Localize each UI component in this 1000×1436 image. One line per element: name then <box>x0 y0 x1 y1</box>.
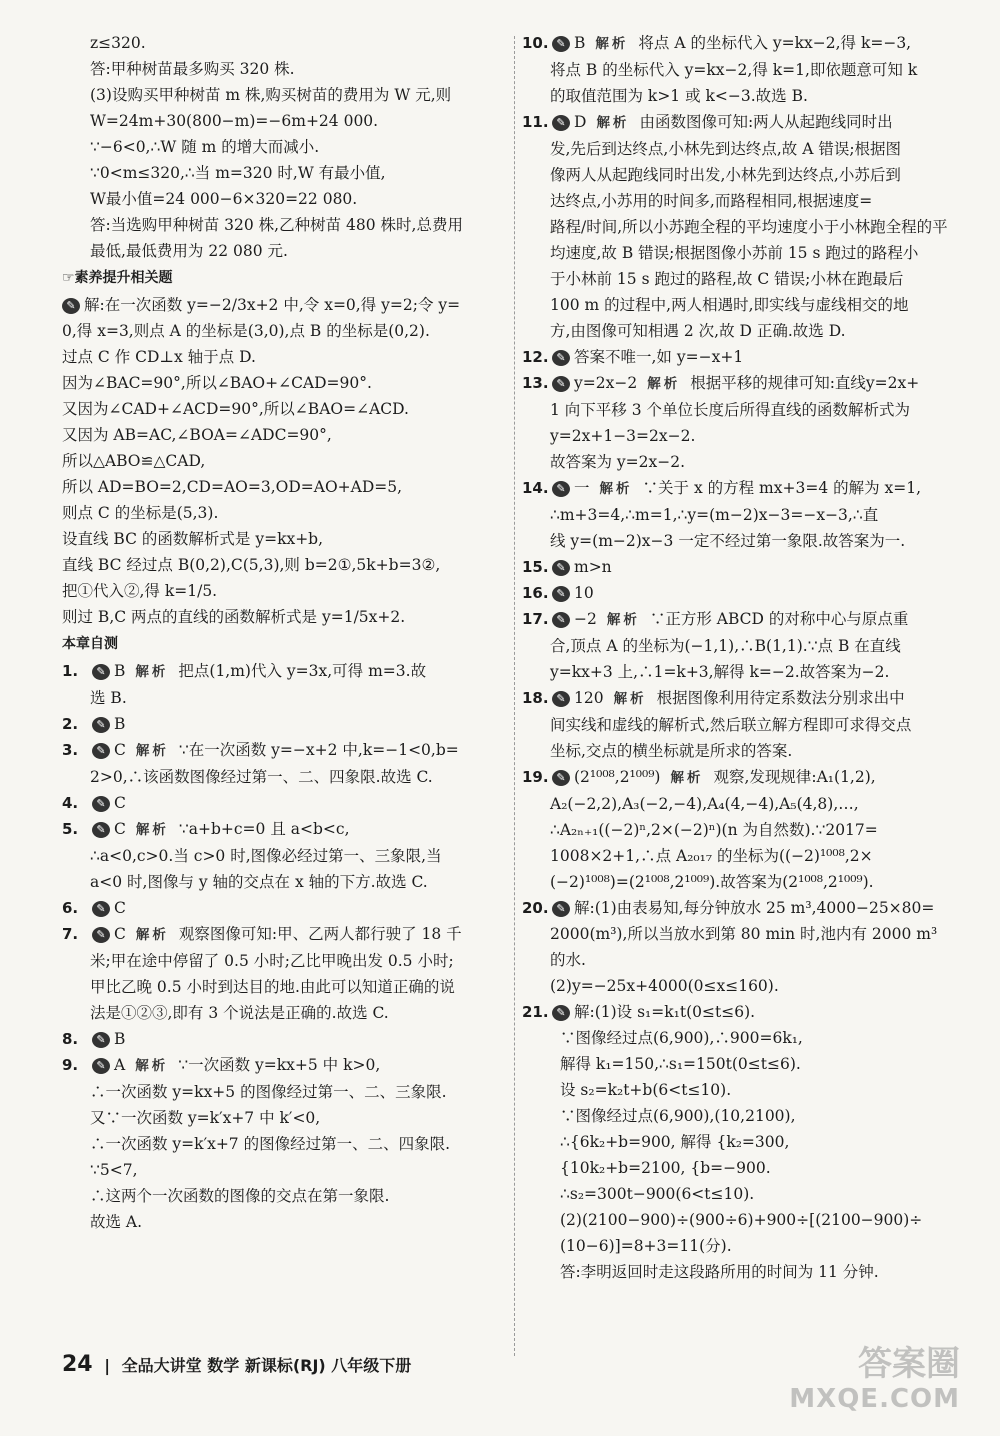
line-text: m>n <box>574 558 612 576</box>
question-number: 8. <box>62 1030 79 1048</box>
text-line <box>62 552 502 578</box>
line-text: (−2)¹⁰⁰⁸)=(2¹⁰⁰⁸,2¹⁰⁰⁹).故答案为(2¹⁰⁰⁸,2¹⁰⁰⁹). <box>550 873 874 891</box>
text-line <box>522 843 957 869</box>
text-line <box>522 136 957 162</box>
line-text: a<0 时,图像与 y 轴的交点在 x 轴的下方.故选 C. <box>90 873 428 891</box>
line-text: 发,先后到达终点,小林先到达终点,故 A 错误;根据图 <box>550 140 902 158</box>
answer-line <box>522 685 957 712</box>
line-text: −2 <box>574 610 597 628</box>
answer-line <box>62 790 502 816</box>
question-number: 15. <box>522 558 549 576</box>
text-line <box>522 659 957 685</box>
text-line <box>62 1105 502 1131</box>
line-text: 解:(1)设 s₁=k₁t(0≤t≤6). <box>574 1003 756 1021</box>
line-text: B <box>114 1030 126 1048</box>
line-text: 又因为 AB=AC,∠BOA=∠ADC=90°, <box>62 426 332 444</box>
line-text: (2¹⁰⁰⁸,2¹⁰⁰⁹) <box>574 768 661 786</box>
text-line <box>522 921 957 947</box>
line-text: 过点 C 作 CD⊥x 轴于点 D. <box>62 348 256 366</box>
line-text: 答:当选购甲种树苗 320 株,乙种树苗 480 株时,总费用 <box>90 216 463 234</box>
line-text: 路程/时间,所以小苏跑全程的平均速度小于小林跑全程的平 <box>550 218 948 236</box>
question-number: 3. <box>62 741 79 759</box>
explanation-text: 把点(1,m)代入 y=3x,可得 m=3.故 <box>178 662 427 680</box>
text-line <box>62 1000 502 1026</box>
explanation-text: 根据图像利用待定系数法分别求出中 <box>656 689 905 707</box>
line-text: 10 <box>574 584 594 602</box>
text-line <box>62 685 502 711</box>
page-footer <box>62 1352 411 1377</box>
text-line <box>522 738 957 764</box>
question-number: 6. <box>62 899 79 917</box>
question-number: 19. <box>522 768 549 786</box>
column-divider <box>514 36 515 1356</box>
line-text: ☞素养提升相关题 <box>62 270 173 286</box>
answer-key-icon: ✎ <box>552 481 570 497</box>
line-text: 0,得 x=3,则点 A 的坐标是(3,0),点 B 的坐标是(0,2). <box>62 322 430 340</box>
text-line <box>62 1131 502 1157</box>
line-text: 答案不唯一,如 y=−x+1 <box>574 348 744 366</box>
explanation-label: 解析 <box>135 743 169 759</box>
line-text: ∵−6<0,∴W 随 m 的增大而减小. <box>90 138 320 156</box>
line-text: W最小值=24 000−6×320=22 080. <box>90 190 358 208</box>
book-title: 全品大讲堂 <box>121 1356 202 1375</box>
question-number: 16. <box>522 584 549 602</box>
line-text: 的取值范围为 k>1 或 k<−3.故选 B. <box>550 87 808 105</box>
text-line <box>62 764 502 790</box>
text-line <box>522 1025 957 1051</box>
answer-line <box>62 711 502 737</box>
text-line <box>62 526 502 552</box>
line-text: 又因为∠CAD+∠ACD=90°,所以∠BAO=∠ACD. <box>62 400 409 418</box>
text-line <box>522 528 957 554</box>
question-number: 1. <box>62 662 79 680</box>
line-text: (10−6)]=8+3=11(分). <box>560 1237 732 1255</box>
answer-line <box>62 921 502 948</box>
text-line <box>62 370 502 396</box>
line-text: 120 <box>574 689 604 707</box>
text-line <box>62 212 502 238</box>
line-text: 设直线 BC 的函数解析式是 y=kx+b, <box>62 530 324 548</box>
line-text: 设 s₂=k₂t+b(6<t≤10). <box>560 1081 732 1099</box>
text-line <box>522 188 957 214</box>
section-heading <box>62 264 502 292</box>
text-line <box>62 30 502 56</box>
line-text: 像两人从起跑线同时出发,小林先到达终点,小苏后到 <box>550 166 901 184</box>
line-text: 因为∠BAC=90°,所以∠BAO+∠CAD=90°. <box>62 374 372 392</box>
answer-key-icon: ✎ <box>92 796 110 812</box>
line-text: 又∵一次函数 y=k′x+7 中 k′<0, <box>90 1109 321 1127</box>
text-line <box>62 344 502 370</box>
answer-line <box>522 764 957 791</box>
question-number: 18. <box>522 689 549 707</box>
question-number: 20. <box>522 899 549 917</box>
line-text: W=24m+30(800−m)=−6m+24 000. <box>90 112 379 130</box>
line-text: 2>0,∴该函数图像经过第一、二、四象限.故选 C. <box>90 768 433 786</box>
text-line <box>522 502 957 528</box>
footer-separator: | <box>104 1356 111 1375</box>
line-text: 米;甲在途中停留了 0.5 小时;乙比甲晚出发 0.5 小时; <box>90 952 454 970</box>
question-number: 2. <box>62 715 79 733</box>
line-text: 线 y=(m−2)x−3 一定不经过第一象限.故答案为一. <box>550 532 906 550</box>
line-text: ∴A₂ₙ₊₁((−2)ⁿ,2×(−2)ⁿ)(n 为自然数).∵2017= <box>550 821 878 839</box>
line-text: 解得 k₁=150,∴s₁=150t(0≤t≤6). <box>560 1055 801 1073</box>
answer-line <box>522 370 957 397</box>
text-line <box>522 214 957 240</box>
answer-line <box>62 737 502 764</box>
text-line <box>62 396 502 422</box>
line-text: ∴{6k₂+b=900, 解得 {k₂=300, <box>560 1133 790 1151</box>
text-line <box>522 791 957 817</box>
answer-key-icon: ✎ <box>552 560 570 576</box>
line-text: 1 向下平移 3 个单位长度后所得直线的函数解析式为 <box>550 401 911 419</box>
explanation-label: 解析 <box>135 664 169 680</box>
line-text: 1008×2+1,∴点 A₂₀₁₇ 的坐标为((−2)¹⁰⁰⁸,2× <box>550 847 873 865</box>
text-line <box>62 843 502 869</box>
text-line <box>62 474 502 500</box>
explanation-text: 观察,发现规律:A₁(1,2), <box>713 768 876 786</box>
answer-key-icon: ✎ <box>552 691 570 707</box>
text-line <box>62 82 502 108</box>
text-line <box>522 1207 957 1233</box>
text-line <box>522 1051 957 1077</box>
line-text: 所以△ABO≌△CAD, <box>62 452 206 470</box>
line-text: (2)(2100−900)÷(900÷6)+900÷[(2100−900)÷ <box>560 1211 923 1229</box>
text-line <box>62 318 502 344</box>
text-line <box>522 423 957 449</box>
line-text: y=2x+1−3=2x−2. <box>550 427 696 445</box>
line-text: 选 B. <box>90 689 127 707</box>
explanation-text: 根据平移的规律可知:直线y=2x+ <box>690 374 920 392</box>
explanation-text: ∵a+b+c=0 且 a<b<c, <box>178 820 350 838</box>
left-column <box>62 30 502 1235</box>
question-number: 9. <box>62 1056 79 1074</box>
line-text: 故选 A. <box>90 1213 143 1231</box>
answer-line <box>522 344 957 370</box>
question-number: 13. <box>522 374 549 392</box>
explanation-label: 解析 <box>599 481 633 497</box>
question-number: 21. <box>522 1003 549 1021</box>
question-number: 17. <box>522 610 549 628</box>
line-text: C <box>114 741 126 759</box>
explanation-label: 解析 <box>613 691 647 707</box>
line-text: A <box>114 1056 126 1074</box>
answer-key-icon: ✎ <box>92 1032 110 1048</box>
line-text: 最低,最低费用为 22 080 元. <box>90 242 288 260</box>
line-text: 则过 B,C 两点的直线的函数解析式是 y=1/5x+2. <box>62 608 406 626</box>
edition-label: 新课标(RJ) <box>244 1356 326 1375</box>
line-text: ∵5<7, <box>90 1161 138 1179</box>
explanation-text: ∵在一次函数 y=−x+2 中,k=−1<0,b= <box>178 741 459 759</box>
line-text: ∴这两个一次函数的图像的交点在第一象限. <box>90 1187 390 1205</box>
line-text: 合,顶点 A 的坐标为(−1,1),∴B(1,1).∵点 B 在直线 <box>550 637 901 655</box>
text-line <box>522 1129 957 1155</box>
text-line <box>62 134 502 160</box>
text-line <box>62 1157 502 1183</box>
text-line <box>62 948 502 974</box>
text-line <box>62 1209 502 1235</box>
line-text: ∴m+3=4,∴m=1,∴y=(m−2)x−3=−x−3,∴直 <box>550 506 879 524</box>
text-line <box>522 57 957 83</box>
text-line <box>62 160 502 186</box>
answer-key-icon: ✎ <box>552 350 570 366</box>
line-text: z≤320. <box>90 34 146 52</box>
answer-key-icon: ✎ <box>552 901 570 917</box>
text-line <box>522 712 957 738</box>
line-text: ∵0<m≤320,∴当 m=320 时,W 有最小值, <box>90 164 386 182</box>
text-line <box>62 1183 502 1209</box>
answer-key-icon: ✎ <box>552 586 570 602</box>
line-text: C <box>114 925 126 943</box>
answer-line <box>522 30 957 57</box>
answer-line <box>522 475 957 502</box>
watermark-logo: 答案圈 <box>858 1344 960 1384</box>
explanation-label: 解析 <box>595 36 629 52</box>
explanation-text: ∵正方形 ABCD 的对称中心与原点重 <box>649 610 909 628</box>
line-text: 一 <box>574 479 590 497</box>
text-line <box>522 1181 957 1207</box>
question-number: 10. <box>522 34 549 52</box>
line-text: 间实线和虚线的解析式,然后联立解方程即可求得交点 <box>550 716 912 734</box>
text-line <box>522 973 957 999</box>
question-number: 11. <box>522 113 549 131</box>
explanation-text: ∵一次函数 y=kx+5 中 k>0, <box>178 1056 381 1074</box>
text-line <box>522 633 957 659</box>
line-text: C <box>114 794 126 812</box>
line-text: 解:(1)由表易知,每分钟放水 25 m³,4000−25×80= <box>574 899 935 917</box>
line-text: 方,由图像可知相遇 2 次,故 D 正确.故选 D. <box>550 322 846 340</box>
text-line <box>522 1259 957 1285</box>
explanation-label: 解析 <box>135 822 169 838</box>
text-line <box>62 869 502 895</box>
text-line <box>62 604 502 630</box>
answer-line <box>62 658 502 685</box>
line-text: A₂(−2,2),A₃(−2,−4),A₄(4,−4),A₅(4,8),…, <box>550 795 859 813</box>
line-text: B <box>114 662 126 680</box>
answer-key-icon: ✎ <box>62 298 80 314</box>
text-line <box>522 292 957 318</box>
answer-line <box>522 580 957 606</box>
grade-label: 八年级下册 <box>331 1356 412 1375</box>
text-line <box>62 1079 502 1105</box>
line-text: 2000(m³),所以当放水到第 80 min 时,池内有 2000 m³ <box>550 925 938 943</box>
line-text: 故答案为 y=2x−2. <box>550 453 686 471</box>
line-text: ∵图像经过点(6,900),∴900=6k₁, <box>560 1029 803 1047</box>
page-number: 24 <box>62 1352 93 1377</box>
text-line <box>62 108 502 134</box>
answer-key-icon: ✎ <box>552 1005 570 1021</box>
explanation-text: 由函数图像可知:两人从起跑线同时出 <box>639 113 893 131</box>
explanation-label: 解析 <box>606 612 640 628</box>
line-text: ∴一次函数 y=kx+5 的图像经过第一、二、三象限. <box>90 1083 447 1101</box>
line-text: 则点 C 的坐标是(5,3). <box>62 504 219 522</box>
answer-key-icon: ✎ <box>92 901 110 917</box>
line-text: 答:甲种树苗最多购买 320 株. <box>90 60 295 78</box>
answer-line <box>522 109 957 136</box>
text-line <box>522 817 957 843</box>
answer-key-icon: ✎ <box>92 664 110 680</box>
text-line <box>62 56 502 82</box>
answer-key-icon: ✎ <box>552 770 570 786</box>
answer-key-icon: ✎ <box>552 376 570 392</box>
line-text: C <box>114 820 126 838</box>
line-text: 达终点,小苏用的时间多,而路程相同,根据速度= <box>550 192 873 210</box>
line-text: B <box>574 34 586 52</box>
explanation-label: 解析 <box>596 115 630 131</box>
text-line <box>62 292 502 318</box>
line-text: D <box>574 113 587 131</box>
line-text: 均速度,故 B 错误;根据图像小苏前 15 s 跑过的路程小 <box>550 244 919 262</box>
line-text: 答:李明返回时走这段路所用的时间为 11 分钟. <box>560 1263 879 1281</box>
question-number: 4. <box>62 794 79 812</box>
text-line <box>522 83 957 109</box>
question-number: 14. <box>522 479 549 497</box>
answer-key-icon: ✎ <box>552 36 570 52</box>
answer-line <box>62 1026 502 1052</box>
line-text: 把①代入②,得 k=1/5. <box>62 582 218 600</box>
text-line <box>62 500 502 526</box>
line-text: 坐标,交点的横坐标就是所求的答案. <box>550 742 793 760</box>
line-text: 法是①②③,即有 3 个说法是正确的.故选 C. <box>90 1004 389 1022</box>
watermark-url: MXQE.COM <box>789 1384 960 1414</box>
text-line <box>62 422 502 448</box>
line-text: 甲比乙晚 0.5 小时到达目的地.由此可以知道正确的说 <box>90 978 455 996</box>
explanation-label: 解析 <box>135 927 169 943</box>
text-line <box>522 947 957 973</box>
section-heading <box>62 630 502 658</box>
line-text: 解:在一次函数 y=−2/3x+2 中,令 x=0,得 y=2;令 y= <box>84 296 461 314</box>
line-text: 所以 AD=BO=2,CD=AO=3,OD=AO+AD=5, <box>62 478 403 496</box>
explanation-text: 观察图像可知:甲、乙两人都行驶了 18 千 <box>178 925 462 943</box>
line-text: ∴a<0,c>0.当 c>0 时,图像必经过第一、三象限,当 <box>90 847 442 865</box>
text-line <box>522 1103 957 1129</box>
text-line <box>62 238 502 264</box>
right-column <box>522 30 957 1285</box>
text-line <box>522 1155 957 1181</box>
text-line <box>62 448 502 474</box>
text-line <box>522 1233 957 1259</box>
line-text: 直线 BC 经过点 B(0,2),C(5,3),则 b=2①,5k+b=3②, <box>62 556 441 574</box>
answer-line <box>522 895 957 921</box>
line-text: 100 m 的过程中,两人相遇时,即实线与虚线相交的地 <box>550 296 909 314</box>
answer-key-icon: ✎ <box>552 115 570 131</box>
answer-key-icon: ✎ <box>92 822 110 838</box>
line-text: y=2x−2 <box>574 374 638 392</box>
line-text: 本章自测 <box>62 636 118 652</box>
line-text: (2)y=−25x+4000(0≤x≤160). <box>550 977 779 995</box>
line-text: 将点 B 的坐标代入 y=kx−2,得 k=1,即依题意可知 k <box>550 61 918 79</box>
answer-line <box>62 895 502 921</box>
line-text: y=kx+3 上,∴1=k+3,解得 k=−2.故答案为−2. <box>550 663 890 681</box>
answer-key-icon: ✎ <box>92 1058 110 1074</box>
text-line <box>522 318 957 344</box>
line-text: (3)设购买甲种树苗 m 株,购买树苗的费用为 W 元,则 <box>90 86 452 104</box>
text-line <box>522 240 957 266</box>
line-text: C <box>114 899 126 917</box>
text-line <box>522 449 957 475</box>
line-text: ∵图像经过点(6,900),(10,2100), <box>560 1107 796 1125</box>
line-text: ∴s₂=300t−900(6<t≤10). <box>560 1185 755 1203</box>
explanation-text: ∵关于 x 的方程 mx+3=4 的解为 x=1, <box>642 479 922 497</box>
answer-line <box>522 999 957 1025</box>
question-number: 5. <box>62 820 79 838</box>
text-line <box>522 266 957 292</box>
explanation-label: 解析 <box>647 376 681 392</box>
answer-key-icon: ✎ <box>92 743 110 759</box>
line-text: 于小林前 15 s 跑过的路程,故 C 错误;小林在跑最后 <box>550 270 904 288</box>
subject-label: 数学 <box>207 1356 240 1375</box>
answer-key-icon: ✎ <box>552 612 570 628</box>
question-number: 12. <box>522 348 549 366</box>
answer-key-icon: ✎ <box>92 717 110 733</box>
text-line <box>62 186 502 212</box>
explanation-label: 解析 <box>135 1058 169 1074</box>
line-text: ∴一次函数 y=k′x+7 的图像经过第一、二、四象限. <box>90 1135 451 1153</box>
explanation-text: 将点 A 的坐标代入 y=kx−2,得 k=−3, <box>638 34 912 52</box>
line-text: B <box>114 715 126 733</box>
answer-line <box>62 1052 502 1079</box>
text-line <box>62 974 502 1000</box>
question-number: 7. <box>62 925 79 943</box>
text-line <box>522 1077 957 1103</box>
line-text: 的水. <box>550 951 586 969</box>
text-line <box>522 869 957 895</box>
answer-line <box>62 816 502 843</box>
text-line <box>522 397 957 423</box>
explanation-label: 解析 <box>670 770 704 786</box>
answer-line <box>522 606 957 633</box>
answer-key-icon: ✎ <box>92 927 110 943</box>
answer-line <box>522 554 957 580</box>
text-line <box>62 578 502 604</box>
text-line <box>522 162 957 188</box>
line-text: {10k₂+b=2100, {b=−900. <box>560 1159 771 1177</box>
